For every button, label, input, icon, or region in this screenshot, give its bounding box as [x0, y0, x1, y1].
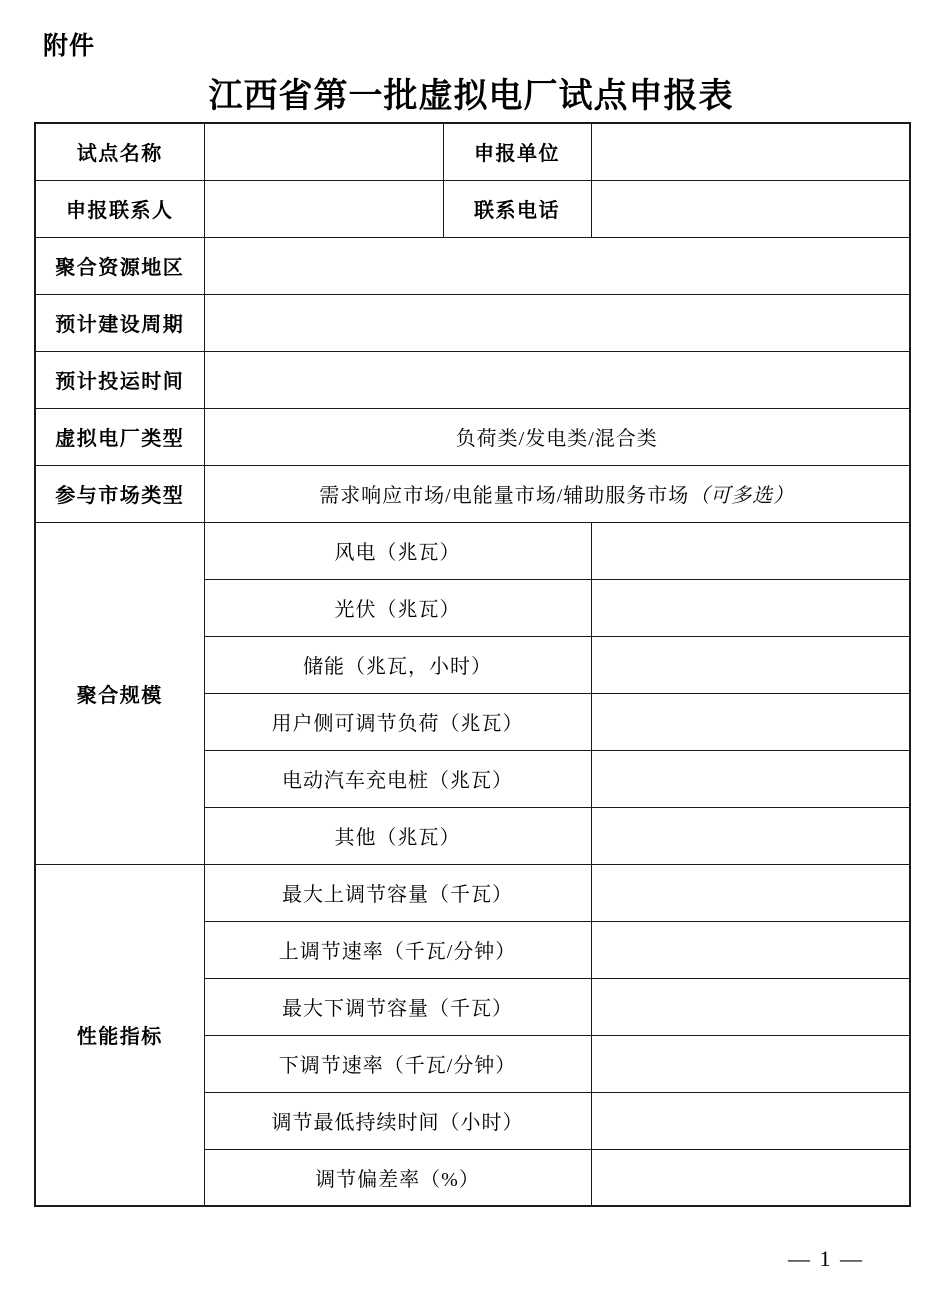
table-row — [35, 351, 910, 408]
table-row — [35, 408, 910, 465]
field-value-max-up-capacity — [591, 864, 910, 921]
field-label-other: 其他（兆瓦） — [204, 807, 591, 864]
field-value-energy-storage — [591, 636, 910, 693]
field-label-adjustable-load: 用户侧可调节负荷（兆瓦） — [204, 693, 591, 750]
attachment-label: 附件 — [43, 32, 96, 60]
market-type-options: 需求响应市场/电能量市场/辅助服务市场 — [319, 485, 690, 507]
field-label-construction-period: 预计建设周期 — [35, 294, 204, 351]
field-label-down-rate: 下调节速率（千瓦/分钟） — [204, 1035, 591, 1092]
field-label-wind-power: 风电（兆瓦） — [204, 522, 591, 579]
field-value-up-rate — [591, 921, 910, 978]
table-row — [35, 180, 910, 237]
table-row — [35, 864, 910, 921]
field-label-ev-charging: 电动汽车充电桩（兆瓦） — [204, 750, 591, 807]
field-label-photovoltaic: 光伏（兆瓦） — [204, 579, 591, 636]
field-value-vpp-type: 负荷类/发电类/混合类 — [204, 408, 910, 465]
field-value-min-duration — [591, 1092, 910, 1149]
field-label-vpp-type: 虚拟电厂类型 — [35, 408, 204, 465]
field-value-adjustable-load — [591, 693, 910, 750]
field-label-min-duration: 调节最低持续时间（小时） — [204, 1092, 591, 1149]
field-value-photovoltaic — [591, 579, 910, 636]
table-row — [35, 294, 910, 351]
field-value-wind-power — [591, 522, 910, 579]
table-row — [35, 522, 910, 579]
field-label-operation-time: 预计投运时间 — [35, 351, 204, 408]
field-value-resource-region — [204, 237, 910, 294]
field-label-up-rate: 上调节速率（千瓦/分钟） — [204, 921, 591, 978]
field-label-applicant-unit: 申报单位 — [443, 123, 591, 180]
field-value-ev-charging — [591, 750, 910, 807]
field-value-pilot-name — [204, 123, 443, 180]
field-value-applicant-unit — [591, 123, 910, 180]
field-value-market-type — [204, 465, 910, 522]
field-label-max-down-capacity: 最大下调节容量（千瓦） — [204, 978, 591, 1035]
field-label-pilot-name: 试点名称 — [35, 123, 204, 180]
application-form-table — [34, 122, 911, 1207]
field-value-down-rate — [591, 1035, 910, 1092]
field-value-contact-person — [204, 180, 443, 237]
field-value-construction-period — [204, 294, 910, 351]
field-label-resource-region: 聚合资源地区 — [35, 237, 204, 294]
field-label-deviation-rate: 调节偏差率（%） — [204, 1149, 591, 1206]
market-type-note: （可多选） — [689, 485, 795, 507]
field-label-energy-storage: 储能（兆瓦，小时） — [204, 636, 591, 693]
table-row — [35, 123, 910, 180]
field-label-contact-phone: 联系电话 — [443, 180, 591, 237]
field-label-contact-person: 申报联系人 — [35, 180, 204, 237]
section-label-performance-indicators: 性能指标 — [35, 864, 204, 1206]
section-label-aggregation-scale: 聚合规模 — [35, 522, 204, 864]
field-value-max-down-capacity — [591, 978, 910, 1035]
field-value-deviation-rate — [591, 1149, 910, 1206]
page-title: 江西省第一批虚拟电厂试点申报表 — [208, 78, 734, 115]
field-value-contact-phone — [591, 180, 910, 237]
table-row — [35, 237, 910, 294]
field-value-operation-time — [204, 351, 910, 408]
page-number: — 1 — — [788, 1246, 864, 1271]
table-row — [35, 465, 910, 522]
field-label-max-up-capacity: 最大上调节容量（千瓦） — [204, 864, 591, 921]
field-label-market-type: 参与市场类型 — [35, 465, 204, 522]
field-value-other — [591, 807, 910, 864]
